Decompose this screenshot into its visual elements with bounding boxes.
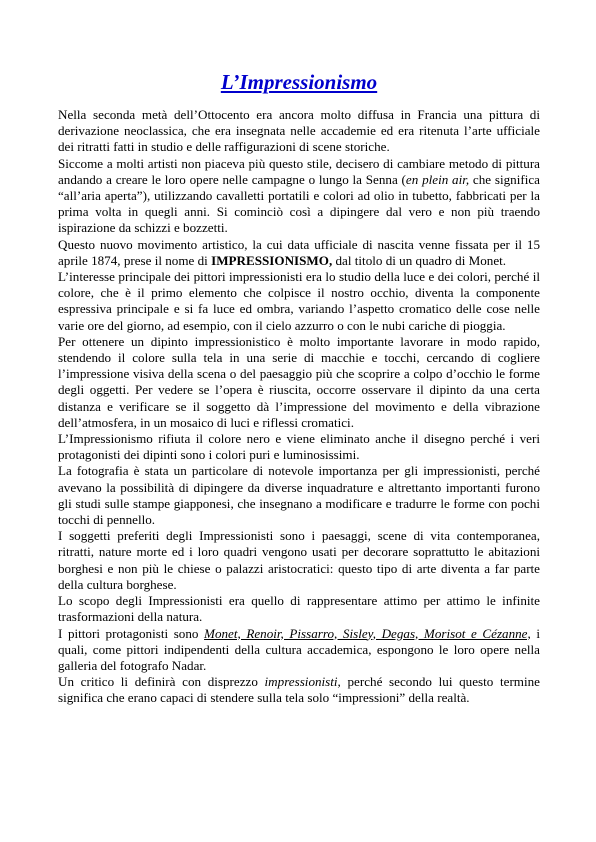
paragraph-11 [58,674,540,706]
paragraph-9: Lo scopo degli Impressionisti era quello di rappresentare attimo per attimo le infinite trasformazioni della natura. [58,593,540,625]
document-title: L’Impressionismo [220,70,378,94]
paragraph-4: L’interesse principale dei pittori impressionisti era lo studio della luce e dei colori, perché il colore, che è il primo elemento che colpisce il nostro occhio, diventa la componente espressiva principale e si fa luce ed ombra, variando l’aspetto cromatico delle cose nelle varie ore del giorno, ad esempio, con il cielo azzurro o con le nubi cariche di pioggia. [58,269,540,333]
paragraph-1: Nella seconda metà dell’Ottocento era ancora molto diffusa in Francia una pittura di derivazione neoclassica, che era insegnata nelle accademie ed era ritenuta l’arte ufficiale dei ritratti fatti in studio e delle raffigurazioni di scene storiche. [58,107,540,155]
paragraph-8: I soggetti preferiti degli Impressionisti sono i paesaggi, scene di vita contemporanea, ritratti, nature morte ed i loro quadri vengono usati per decorare soprattutto le abitazioni borghesi e non più le chiese o palazzi aristocratici: questo tipo di arte diventa a far parte della cultura borghese. [58,528,540,592]
paragraph-7: La fotografia è stata un particolare di notevole importanza per gli impressionisti, perché avevano la possibilità di dipingere da diverse inquadrature e altrettanto importanti furono gli studi sulle stampe giapponesi, che insegnano a modificare e tradurre le forme con pochi tocchi di pennello. [58,463,540,528]
paragraph-2-text-b: che significa “all’aria aperta”), utilizzando cavalletti portatili e colori ad olio in tubetto, fabbricati per la prima volta in quegli anni. Si cominciò così a dipingere dal vero e non più traendo ispirazione da schizzi e bozzetti. [58,171,540,236]
painter-names: Monet, Renoir, Pissarro, Sisley, Degas, Morisot e Cézanne, [204,625,531,641]
paragraph-3-text-a: Questo nuovo movimento artistico, la cui data ufficiale di nascita venne fissata per il 15 aprile 1874, prese il nome di [58,236,540,268]
paragraph-3-text-b: dal titolo di un quadro di Monet. [332,252,507,268]
paragraph-10-text-b: i quali, come pittori indipendenti della cultura accademica, espongono le loro opere nella galleria del fotografo Nadar. [58,625,540,673]
paragraph-11-text-a: Un critico li definirà con disprezzo [58,674,265,690]
paragraph-11-italic: impressionisti, [264,674,341,690]
document-page [58,68,540,707]
paragraph-5: Per ottenere un dipinto impressionistico è molto importante lavorare in modo rapido, stendendo il colore sulla tela in una serie di macchie e tocchi, cercando di cogliere l’impressione visiva della scena o del paesaggio più che scoprire a colpo d’occhio le forme degli oggetti. Per vedere se l’opera è riuscita, occorre osservare il dipinto da una certa distanza e verificare se il soggetto dà l’impressione del movimento e della vibrazione dell’atmosfera, in un mosaico di luci e riflessi cromatici. [58,333,540,430]
paragraph-2-italic: en plein air, [405,171,470,187]
paragraph-3 [58,237,540,269]
paragraph-10 [58,626,540,675]
paragraph-6: L’Impressionismo rifiuta il colore nero e viene eliminato anche il disegno perché i veri protagonisti dei dipinti sono i colori puri e luminosissimi. [58,431,540,463]
paragraph-2-text-a: Siccome a molti artisti non piaceva più questo stile, decisero di cambiare metodo di pittura andando a creare le loro opere nelle campagne o lungo la Senna ( [58,155,540,187]
paragraph-3-bold: IMPRESSIONISMO, [211,252,333,268]
paragraph-10-text-a: I pittori protagonisti sono [58,625,205,641]
paragraph-2 [58,156,540,237]
paragraph-11-text-b: perché secondo lui questo termine significa che erano capaci di stendere sulla tela solo “impressioni” della realtà. [58,674,540,706]
